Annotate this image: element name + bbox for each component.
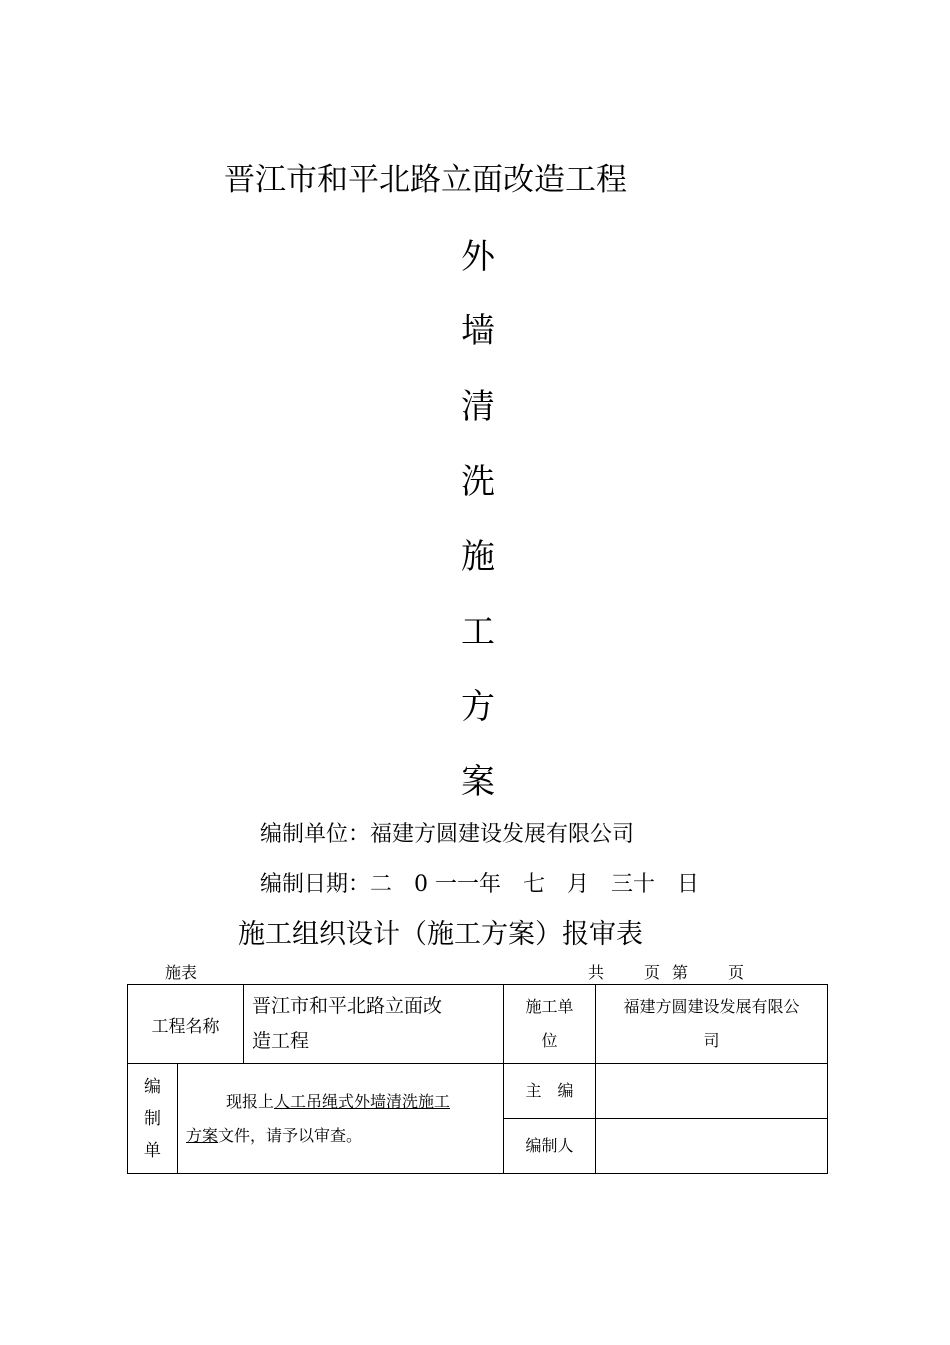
editor-field[interactable] [596,1119,828,1174]
compiling-unit-label [128,1064,178,1174]
construction-unit-label [504,985,596,1064]
construction-unit-value [596,985,828,1064]
vertical-title-char: 施 [461,537,495,577]
unit-value-line: 司 [703,1031,720,1050]
vertical-title-char: 工 [461,612,495,652]
vertical-title-char: 墙 [461,311,495,351]
editor-label: 编制人 [504,1119,596,1174]
submission-statement [178,1064,504,1174]
page-total-label: 共 [588,963,605,982]
project-name-line: 晋江市和平北路立面改 [252,995,443,1017]
vertical-title-char: 方 [461,687,495,727]
unit-value-line: 福建方圆建设发展有限公 [623,997,800,1016]
vertical-title-char: 清 [461,387,495,427]
page-count [588,960,744,983]
project-name-value [244,985,504,1064]
submit-suffix: 文件，请予以审查。 [218,1125,363,1145]
form-title: 施工组织设计（施工方案）报审表 [238,919,643,950]
project-name-label: 工程名称 [128,985,244,1064]
vertical-title-char: 外 [461,237,495,277]
vertical-title-char: 案 [461,762,495,802]
date-line: 编制日期：二 0 一一年 七 月 三十 日 [260,872,699,897]
unit-label-line: 位 [541,1031,558,1050]
side-label-char: 单 [144,1140,161,1161]
chief-editor-label: 主 编 [504,1064,596,1119]
unit-label-line: 施工单 [525,997,574,1016]
compiler-line: 编制单位：福建方圆建设发展有限公司 [260,822,635,847]
form-number: 施表 [165,963,198,982]
side-label-char: 制 [144,1108,161,1129]
page-unit: 页 [644,963,661,982]
project-name-line: 造工程 [252,1030,310,1052]
chief-editor-field[interactable] [596,1064,828,1119]
submit-prefix: 现报上 [226,1091,275,1111]
review-table [127,984,828,1174]
submit-document-name: 方案 [186,1125,219,1145]
page-index-label: 第 [672,963,689,982]
submit-document-name: 人工吊绳式外墙清洗施工 [274,1091,451,1111]
page-unit: 页 [728,963,745,982]
project-title: 晋江市和平北路立面改造工程 [224,162,627,198]
vertical-title-char: 洗 [461,462,495,502]
side-label-char: 编 [144,1076,161,1097]
